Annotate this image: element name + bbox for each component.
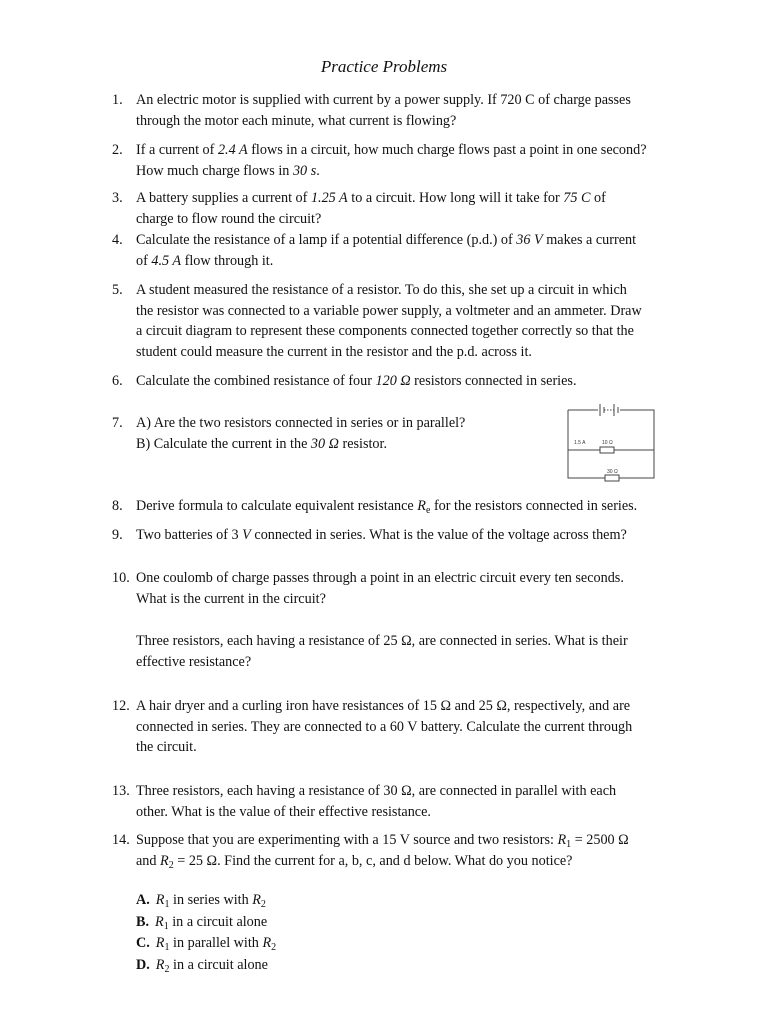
problem-text: flow through it. [181,252,274,269]
problem-text: B) Calculate the current in the [136,435,311,452]
math-variable: R [262,935,272,951]
problem-number: 8. [112,498,123,514]
resistor-30-icon [605,475,619,481]
page-title: Practice Problems [320,57,448,76]
subpart-b [136,912,267,933]
problem-number: 9. [112,527,123,543]
problem-text: Derive formula to calculate equivalent resistance [136,498,418,514]
problem-text: A battery supplies a current of [136,190,311,206]
math-variable: R [155,935,165,951]
problem-text-line: Three resistors, each having a resistance of 30 Ω, are connected in parallel with each [136,783,617,799]
math-subscript: 1 [163,921,169,932]
problem-text: . [316,162,320,179]
problem-number: 2. [112,142,123,158]
problem-text-line: the circuit. [136,739,197,755]
problem-number: 5. [112,282,123,298]
problem-number: 4. [112,232,123,248]
problem-text: resistors connected in series. [410,373,577,389]
problem-number: 14. [112,832,130,848]
problem-quantity: 4.5 A [151,252,182,269]
problem-text: resistor. [338,435,387,452]
problem-text: = 2500 Ω [571,832,629,848]
problem-quantity: 36 V [516,232,543,248]
problem-text: If a current of [136,142,218,158]
problem-text-line: A) Are the two resistors connected in series or in parallel? [136,415,466,431]
subpart-text: in parallel with [169,935,263,951]
problem-text: flows in a circuit, how much charge flows past a point in one second? [247,142,647,158]
r2-label: 30 Ω [607,469,618,475]
problem-number: 10. [112,570,130,586]
problem-quantity: 1.25 A [310,190,348,206]
subpart-label: B. [136,914,150,930]
problem-number: 3. [112,190,123,206]
problem-text-line: the resistor was connected to a variable power supply, a voltmeter and an ammeter. Draw [136,302,642,319]
problem-number: 12. [112,698,130,714]
subpart-text: in series with [169,892,253,908]
subpart-label: D. [136,957,150,973]
math-variable: R [417,498,426,514]
math-variable: R [557,832,567,848]
problem-text: to a circuit. How long will it take for [347,190,564,206]
problem-text-line: One coulomb of charge passes through a point in an electric circuit every ten seconds. [136,570,624,586]
resistor-10-icon [600,447,614,453]
math-subscript: 1 [566,839,572,850]
circuit-diagram [560,400,680,488]
problem-text: connected in series. What is the value of the voltage across them? [250,527,627,543]
math-variable: R [155,914,164,930]
problem-quantity: 75 C [563,190,591,206]
subpart-label: A. [136,892,150,908]
problem-text-line: connected in series. They are connected to a 60 V battery. Calculate the current through [136,718,633,735]
problem-text: of [590,190,606,206]
subpart-c [136,933,276,954]
math-subscript: 1 [164,942,170,953]
problem-text-line: charge to flow round the circuit? [136,210,322,227]
subpart-text: in a circuit alone [169,957,268,973]
subpart-text: in a circuit alone [168,914,268,930]
problem-text-line: through the motor each minute, what current is flowing? [136,112,457,129]
problem-quantity: 30 Ω [310,435,339,452]
problem-text: of [136,252,152,269]
problem-quantity: 2.4 A [217,142,248,158]
problem-number: 7. [112,415,123,431]
problem-number: 1. [112,92,123,108]
problem-quantity: 30 s [292,162,317,179]
subpart-d [136,955,268,976]
math-subscript: 2 [164,964,170,975]
problem-text: Calculate the resistance of a lamp if a potential difference (p.d.) of [136,232,517,248]
problem-text-line: student could measure the current in the resistor and the p.d. across it. [136,343,532,360]
r1-label: 10 Ω [602,440,613,446]
problem-text: = 25 Ω. Find the current for a, b, c, and d below. What do you notice? [173,852,573,869]
math-variable: R [160,852,169,869]
problem-quantity: 120 Ω [375,373,411,389]
problem-text-line: A hair dryer and a curling iron have resistances of 15 Ω and 25 Ω, respectively, and are [136,698,631,714]
problem-text: for the resistors connected in series. [430,498,638,514]
problem-text: How much charge flows in [136,162,293,179]
math-subscript: 2 [168,859,174,871]
problem-text: makes a current [542,232,637,248]
problem-number: 6. [112,373,123,389]
problem-text: Suppose that you are experimenting with a 15 V source and two resistors: [136,832,558,848]
problem-text-line: An electric motor is supplied with current by a power supply. If 720 C of charge passes [136,92,631,108]
subpart-a [136,890,266,911]
math-subscript: 2 [271,942,277,953]
subpart-label: C. [136,935,150,951]
problem-text-line: a circuit diagram to represent these components connected together correctly so that the [136,323,634,339]
math-subscript: 2 [260,899,266,910]
problem-text-line: other. What is the value of their effective resistance. [136,803,431,820]
math-subscript: 1 [164,899,170,910]
problem-number: 13. [112,783,130,799]
problem-text-line: A student measured the resistance of a resistor. To do this, she set up a circuit in which [136,282,627,298]
problem-text-line: Three resistors, each having a resistance of 25 Ω, are connected in series. What is their [136,633,628,649]
problem-text: Two batteries of 3 [136,527,243,543]
problem-text: Calculate the combined resistance of four [136,373,376,389]
math-variable: R [252,892,261,908]
math-subscript: e [425,505,431,516]
math-variable: R [155,957,165,973]
problem-text: and [136,852,161,869]
problem-text-line: effective resistance? [136,653,252,670]
math-variable: R [155,892,165,908]
current-label: 1.5 A [574,440,586,446]
problem-text-line: What is the current in the circuit? [136,590,326,607]
problem-quantity: V [242,527,251,543]
